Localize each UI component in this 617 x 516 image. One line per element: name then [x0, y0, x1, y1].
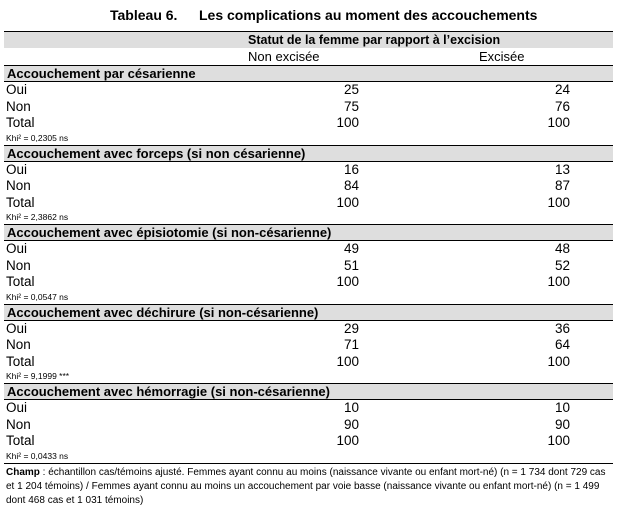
value-non-excisee: 100	[336, 115, 359, 130]
table-header	[4, 32, 613, 66]
table-row	[4, 82, 613, 99]
value-excisee: 24	[554, 82, 570, 97]
row-label: Oui	[6, 400, 28, 415]
chi-square-stat: Khi² = 0,0547 ns	[4, 291, 613, 305]
row-label: Non	[6, 98, 31, 114]
value-excisee: 52	[554, 257, 570, 273]
value-non-excisee: 10	[343, 400, 359, 415]
value-excisee: 90	[554, 416, 570, 432]
table-row	[4, 162, 613, 179]
footnote-label: Champ	[6, 467, 40, 478]
table-row	[4, 433, 613, 450]
table-row	[4, 274, 613, 291]
value-non-excisee: 49	[343, 241, 359, 256]
header-columns	[4, 48, 613, 65]
row-label: Total	[6, 433, 35, 448]
row-label: Non	[6, 337, 31, 352]
value-non-excisee: 71	[343, 337, 359, 352]
section-heading: Accouchement avec forceps (si non césarienne)	[4, 146, 613, 162]
row-label: Total	[6, 115, 35, 130]
value-excisee: 100	[547, 274, 570, 289]
value-non-excisee: 25	[343, 82, 359, 97]
table-caption: Les complications au moment des accouchements	[199, 7, 538, 23]
chi-square-stat: Khi² = 0,0433 ns	[4, 450, 613, 464]
value-non-excisee: 100	[336, 194, 359, 210]
value-non-excisee: 51	[343, 257, 359, 273]
value-excisee: 100	[547, 194, 570, 210]
row-label: Total	[6, 274, 35, 289]
value-non-excisee: 90	[343, 416, 359, 432]
row-label: Non	[6, 257, 31, 273]
value-excisee: 87	[554, 178, 570, 193]
table-title	[0, 6, 617, 26]
value-non-excisee: 100	[336, 353, 359, 369]
chi-square-stat: Khi² = 2,3862 ns	[4, 211, 613, 225]
table-row	[4, 417, 613, 434]
section-heading: Accouchement avec hémorragie (si non-césarienne)	[4, 384, 613, 400]
row-label: Total	[6, 194, 35, 210]
row-label: Oui	[6, 161, 28, 177]
value-excisee: 76	[554, 98, 570, 114]
section-heading: Accouchement avec déchirure (si non-césarienne)	[4, 305, 613, 321]
value-excisee: 13	[554, 161, 570, 177]
table-row	[4, 115, 613, 132]
section-heading: Accouchement avec épisiotomie (si non-césarienne)	[4, 225, 613, 241]
header-group-label: Statut de la femme par rapport à l’excision	[248, 33, 501, 47]
value-non-excisee: 75	[343, 98, 359, 114]
chi-square-stat: Khi² = 9,1999 ***	[4, 370, 613, 384]
table-row	[4, 178, 613, 195]
header-group	[4, 32, 613, 48]
value-non-excisee: 100	[336, 274, 359, 289]
table-body	[4, 66, 613, 464]
value-non-excisee: 29	[343, 320, 359, 336]
footnote	[6, 466, 606, 508]
value-excisee: 10	[554, 400, 570, 415]
value-excisee: 100	[547, 115, 570, 130]
value-non-excisee: 84	[343, 178, 359, 193]
table-row	[4, 354, 613, 371]
value-non-excisee: 16	[343, 161, 359, 177]
row-label: Oui	[6, 241, 28, 256]
value-excisee: 36	[554, 320, 570, 336]
row-label: Non	[6, 178, 31, 193]
value-excisee: 100	[547, 433, 570, 448]
table-row	[4, 99, 613, 116]
footnote-text: : échantillon cas/témoins ajusté. Femmes ayant connu au moins (naissance vivante ou enfant mort-né) (n = 1 734 dont 729 cas et 1 204 témoins) / Femmes ayant connu au moins un accouchement par voie basse (naissance vivante ou enfant mort-né) (n = 1 499 dont 468 cas et 1 031 témoins)	[6, 467, 606, 506]
row-label: Total	[6, 353, 35, 369]
column-header-non-excisee: Non excisée	[248, 49, 320, 64]
table-row	[4, 241, 613, 258]
row-label: Oui	[6, 82, 28, 97]
table-row	[4, 400, 613, 417]
table-row	[4, 321, 613, 338]
section-heading: Accouchement par césarienne	[4, 66, 613, 82]
value-non-excisee: 100	[336, 433, 359, 448]
table-row	[4, 258, 613, 275]
table-row	[4, 337, 613, 354]
row-label: Non	[6, 416, 31, 432]
table-row	[4, 195, 613, 212]
row-label: Oui	[6, 320, 28, 336]
chi-square-stat: Khi² = 0,2305 ns	[4, 132, 613, 146]
value-excisee: 64	[554, 337, 570, 352]
value-excisee: 100	[547, 353, 570, 369]
table-number: Tableau 6.	[110, 7, 178, 23]
value-excisee: 48	[554, 241, 570, 256]
data-table	[4, 31, 613, 464]
column-header-excisee: Excisée	[479, 49, 525, 64]
